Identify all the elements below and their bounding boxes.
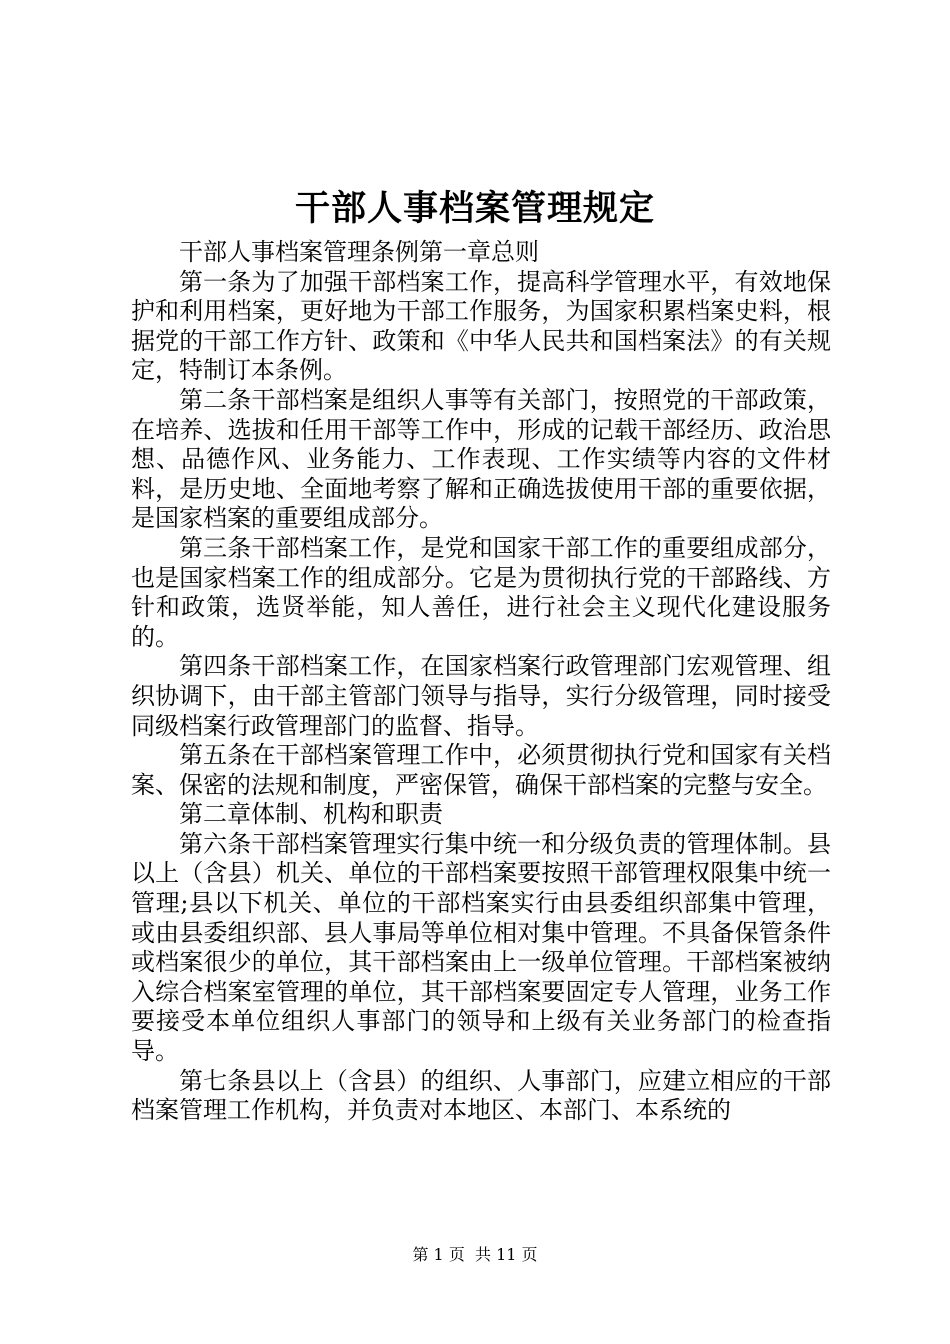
paragraph-article-2: 第二条干部档案是组织人事等有关部门，按照党的干部政策，在培养、选拔和任用干部等工作中，形成的记载干部经历、政治思想、品德作风、业务能力、工作表现、工作实绩等内容的文件材料，是历史地、全面地考察了解和正确选拔使用干部的重要依据，是国家档案的重要组成部分。 bbox=[131, 385, 831, 533]
paragraph-article-1: 第一条为了加强干部档案工作，提高科学管理水平，有效地保护和利用档案，更好地为干部工作服务，为国家积累档案史料，根据党的干部工作方针、政策和《中华人民共和国档案法》的有关规定，特制订本条例。 bbox=[131, 267, 831, 385]
paragraph-chapter-2-heading: 第二章体制、机构和职责 bbox=[179, 800, 443, 829]
paragraph-article-7: 第七条县以上（含县）的组织、人事部门，应建立相应的干部档案管理工作机构，并负责对本地区、本部门、本系统的 bbox=[131, 1066, 831, 1125]
document-title: 干部人事档案管理规定 bbox=[294, 188, 655, 229]
page-number-label: 第 1 页 共 11 页 bbox=[412, 1245, 538, 1264]
paragraph-article-6: 第六条干部档案管理实行集中统一和分级负责的管理体制。县以上（含县）机关、单位的干部档案要按照干部管理权限集中统一管理;县以下机关、单位的干部档案实行由县委组织部集中管理，或由县委组织部、县人事局等单位相对集中管理。不具备保管条件或档案很少的单位，其干部档案由上一级单位管理。干部档案被纳入综合档案室管理的单位，其干部档案要固定专人管理，业务工作要接受本单位组织人事部门的领导和上级有关业务部门的检查指导。 bbox=[131, 829, 831, 1066]
paragraph-article-5: 第五条在干部档案管理工作中，必须贯彻执行党和国家有关档案、保密的法规和制度，严密保管，确保干部档案的完整与安全。 bbox=[131, 741, 831, 799]
paragraph-article-3: 第三条干部档案工作，是党和国家干部工作的重要组成部分，也是国家档案工作的组成部分。它是为贯彻执行党的干部路线、方针和政策，选贤举能，知人善任，进行社会主义现代化建设服务的。 bbox=[131, 533, 831, 651]
paragraph-article-4: 第四条干部档案工作，在国家档案行政管理部门宏观管理、组织协调下，由干部主管部门领导与指导，实行分级管理，同时接受同级档案行政管理部门的监督、指导。 bbox=[131, 652, 831, 740]
page-footer bbox=[0, 1243, 950, 1267]
paragraph-heading: 干部人事档案管理条例第一章总则 bbox=[179, 238, 539, 266]
document-body bbox=[131, 238, 831, 1126]
